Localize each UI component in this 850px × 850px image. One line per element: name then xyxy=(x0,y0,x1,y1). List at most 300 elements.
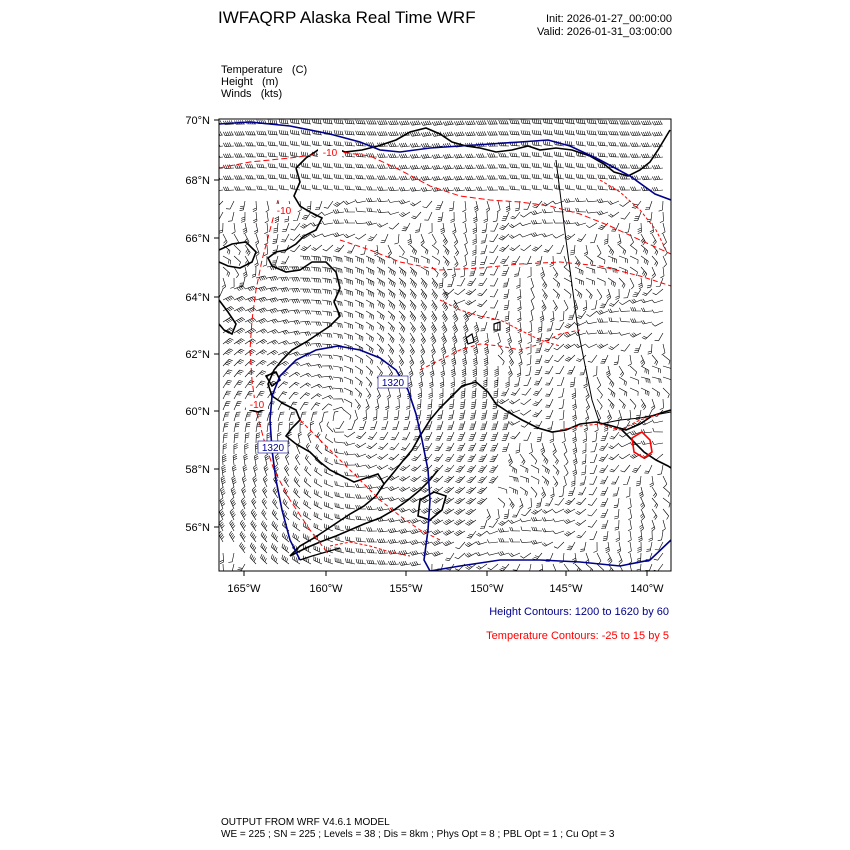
wind-barb xyxy=(524,377,531,385)
wind-barb xyxy=(359,421,366,430)
wind-barb xyxy=(490,454,498,462)
lat-label: 58°N xyxy=(185,464,210,476)
wind-barb xyxy=(608,377,614,387)
field-temperature: Temperature (C) xyxy=(221,64,308,76)
wind-barb xyxy=(367,443,377,449)
wind-barb xyxy=(377,289,385,298)
wind-barb xyxy=(278,412,285,421)
wind-barb xyxy=(553,234,564,238)
wind-barb xyxy=(253,201,257,212)
wind-barb xyxy=(559,487,564,497)
wind-barb xyxy=(366,322,374,331)
wind-barb xyxy=(531,300,534,311)
wind-barb xyxy=(586,320,597,323)
wind-barb xyxy=(233,454,237,465)
height-label-2: 1320 xyxy=(261,443,285,454)
wind-barb xyxy=(531,517,542,521)
wind-barb xyxy=(334,174,344,179)
wind-barb xyxy=(652,420,663,423)
wind-barb xyxy=(366,399,370,410)
wind-barb xyxy=(388,539,399,543)
wind-barb xyxy=(601,520,608,529)
wind-barb xyxy=(484,366,488,377)
wind-barb xyxy=(542,542,553,546)
wind-barb xyxy=(275,454,279,465)
wind-barb xyxy=(366,366,373,376)
wind-barb xyxy=(410,201,421,206)
wind-barb xyxy=(630,399,636,409)
wind-barb xyxy=(250,532,256,543)
wind-barb xyxy=(597,564,604,574)
wind-barb xyxy=(597,330,608,334)
wind-barb xyxy=(652,487,657,498)
wind-barb xyxy=(334,429,345,433)
wind-barb xyxy=(443,121,454,126)
wind-barb xyxy=(251,520,257,531)
wind-barb xyxy=(245,286,256,291)
wind-barb xyxy=(304,489,311,498)
wind-barb xyxy=(423,454,432,461)
wind-barb xyxy=(641,388,649,396)
wind-barb xyxy=(243,223,247,234)
wind-barb xyxy=(432,300,438,311)
wind-barb xyxy=(639,520,643,531)
wind-barb xyxy=(543,119,553,124)
wind-barb xyxy=(472,388,476,398)
wind-barb xyxy=(432,245,439,255)
wind-barb xyxy=(311,364,322,368)
wind-barb xyxy=(520,223,531,226)
wind-barb xyxy=(410,165,421,169)
wind-barb xyxy=(399,245,405,256)
wind-barb xyxy=(220,553,224,564)
wind-barb xyxy=(441,366,445,377)
wind-barb xyxy=(491,432,498,440)
wind-barb xyxy=(488,164,499,168)
wind-barb xyxy=(498,528,509,532)
wind-barb xyxy=(542,233,553,237)
wind-barb xyxy=(553,465,559,475)
wind-barb xyxy=(510,527,520,531)
wind-barb xyxy=(565,322,575,328)
wind-barb xyxy=(559,410,564,420)
wind-barb xyxy=(598,142,608,147)
wind-barb xyxy=(439,388,443,398)
wind-barb xyxy=(452,223,456,234)
wind-barb xyxy=(301,185,311,190)
wind-barb xyxy=(411,465,421,471)
wind-barb xyxy=(377,550,388,554)
wind-barb xyxy=(499,120,509,124)
wind-barb xyxy=(388,333,394,343)
wind-barb xyxy=(638,278,642,289)
wind-barb xyxy=(295,454,300,465)
lon-label: 140°W xyxy=(630,583,664,595)
wind-barb xyxy=(432,165,443,169)
wind-barb xyxy=(454,187,465,191)
wind-barb xyxy=(454,245,459,256)
wind-barb xyxy=(381,421,388,430)
wind-barb xyxy=(575,332,586,336)
wind-barb xyxy=(432,234,436,245)
wind-barb xyxy=(405,410,410,420)
wind-barb xyxy=(399,300,406,310)
wind-barb xyxy=(463,212,467,223)
wind-barb xyxy=(366,198,377,202)
wind-barb xyxy=(588,355,597,362)
wind-barb xyxy=(497,201,500,212)
wind-barb xyxy=(641,121,652,125)
wind-barb xyxy=(565,498,575,505)
wind-barb xyxy=(456,465,465,472)
wind-barb xyxy=(533,410,543,417)
wind-barb xyxy=(300,278,310,282)
wind-barb xyxy=(300,223,311,228)
wind-barb xyxy=(278,309,289,314)
wind-barb xyxy=(230,520,236,531)
wind-barb xyxy=(601,432,608,440)
wind-barb xyxy=(246,131,256,135)
wind-barb xyxy=(333,399,344,403)
wind-barb xyxy=(641,143,652,147)
wind-barb xyxy=(355,267,363,275)
wind-barb xyxy=(630,131,641,135)
wind-barb xyxy=(520,410,531,415)
wind-barb xyxy=(619,553,623,564)
wind-barb xyxy=(609,300,619,306)
wind-barb xyxy=(461,388,465,398)
wind-barb xyxy=(473,223,477,234)
wind-barb xyxy=(606,366,610,377)
wind-barb xyxy=(652,377,661,383)
wind-barb xyxy=(657,465,663,475)
wind-barb xyxy=(344,289,353,296)
wind-barb xyxy=(325,513,333,520)
wind-barb xyxy=(377,322,384,331)
wind-barb xyxy=(586,278,595,285)
wind-barb xyxy=(326,434,334,443)
wind-barb xyxy=(554,163,564,168)
wind-barb xyxy=(447,421,454,430)
wind-barb xyxy=(472,245,476,255)
wind-barb xyxy=(289,392,299,399)
wind-barb xyxy=(600,355,608,363)
wind-barb xyxy=(573,443,577,454)
wind-barb xyxy=(451,212,455,223)
wind-barb xyxy=(568,311,575,320)
wind-barb xyxy=(494,366,498,377)
lat-label: 64°N xyxy=(185,292,210,304)
wind-barb xyxy=(486,201,490,212)
wind-barb xyxy=(212,132,223,136)
wind-barb xyxy=(543,174,553,179)
wind-barb xyxy=(532,119,542,124)
wind-barb xyxy=(490,278,498,286)
wind-barb xyxy=(421,551,432,556)
wind-barb xyxy=(473,355,477,366)
wind-barb xyxy=(399,267,406,276)
wind-barb xyxy=(493,388,498,398)
wind-barb xyxy=(510,175,520,179)
wind-barb xyxy=(589,476,597,484)
wind-barb xyxy=(489,234,498,242)
wind-barb xyxy=(383,410,388,420)
wind-barb xyxy=(597,344,608,349)
wind-barb xyxy=(586,223,597,228)
wind-barb xyxy=(221,476,226,487)
wind-barb xyxy=(531,211,542,215)
wind-barb xyxy=(499,234,509,240)
wind-barb xyxy=(400,465,410,471)
wind-barb xyxy=(543,185,553,190)
wind-barb xyxy=(388,245,392,256)
wind-barb xyxy=(641,320,652,324)
wind-barb xyxy=(322,267,332,273)
wind-barb xyxy=(610,432,619,439)
wind-barb xyxy=(334,163,344,168)
wind-barb xyxy=(355,256,363,263)
wind-barb xyxy=(388,267,395,276)
wind-barb xyxy=(465,187,476,191)
wind-barb xyxy=(517,300,521,311)
wind-barb xyxy=(333,366,343,372)
wind-barb xyxy=(323,119,333,124)
wind-barb xyxy=(421,154,432,158)
wind-barb xyxy=(442,311,448,322)
wind-barb xyxy=(663,377,672,384)
wind-barb xyxy=(511,256,520,264)
wind-barb xyxy=(454,530,465,536)
wind-barb xyxy=(652,509,657,520)
wind-barb xyxy=(265,212,269,223)
wind-barb xyxy=(399,154,410,158)
wind-barb xyxy=(345,504,355,509)
wind-barb xyxy=(457,278,465,286)
wind-barb xyxy=(590,234,597,243)
wind-barb xyxy=(377,209,388,213)
wind-barb xyxy=(421,187,432,191)
wind-barb xyxy=(388,344,394,354)
wind-barb xyxy=(399,487,410,492)
wind-barb xyxy=(285,454,289,465)
wind-barb xyxy=(531,487,537,497)
wind-barb xyxy=(253,212,257,223)
wind-barb xyxy=(649,531,653,542)
wind-barb xyxy=(334,119,344,124)
wind-barb xyxy=(576,119,586,124)
wind-barb xyxy=(257,142,267,146)
wind-barb xyxy=(499,564,509,571)
wind-barb xyxy=(245,391,253,399)
wind-barb xyxy=(575,289,582,299)
wind-barb xyxy=(550,311,554,322)
wind-barb xyxy=(304,477,311,487)
wind-barb xyxy=(584,245,588,256)
wind-barb xyxy=(608,212,619,217)
wind-barb xyxy=(462,355,467,366)
wind-barb xyxy=(219,520,224,531)
wind-barb xyxy=(527,344,531,354)
wind-barb xyxy=(480,421,487,430)
wind-barb xyxy=(374,245,378,256)
wind-barb xyxy=(245,412,252,421)
wind-barb xyxy=(608,399,614,409)
wind-barb xyxy=(580,542,586,551)
wind-barb xyxy=(505,311,509,321)
wind-barb xyxy=(377,131,388,135)
wind-barb xyxy=(545,388,553,396)
wind-barb xyxy=(588,520,597,527)
wind-barb xyxy=(488,175,499,179)
wind-barb xyxy=(510,131,520,135)
wind-barb xyxy=(223,296,234,301)
wind-barb xyxy=(234,360,244,367)
wind-barb xyxy=(366,311,374,320)
wind-barb xyxy=(565,152,575,157)
wind-barb xyxy=(587,119,597,124)
wind-barb xyxy=(588,498,597,505)
wind-barb xyxy=(503,278,509,287)
wind-barb xyxy=(489,520,498,527)
wind-barb xyxy=(515,201,520,211)
wind-barb xyxy=(609,120,619,124)
wind-barb xyxy=(377,528,388,532)
wind-barb xyxy=(235,142,246,146)
wind-barb xyxy=(531,540,542,544)
wind-barb xyxy=(410,300,416,310)
wind-barb xyxy=(257,175,267,179)
plot-title: IWFAQRP Alaska Real Time WRF xyxy=(218,8,476,27)
wind-barb xyxy=(509,421,520,425)
wind-barb xyxy=(323,174,333,179)
wind-barb xyxy=(619,300,630,305)
wind-barb xyxy=(423,201,433,208)
wind-barb xyxy=(235,186,246,190)
wind-barb xyxy=(312,119,322,124)
wind-barb xyxy=(542,278,547,289)
wind-barb xyxy=(389,454,399,460)
lon-ticks xyxy=(244,571,647,576)
wind-barb xyxy=(545,377,553,385)
wind-barb xyxy=(557,377,564,386)
wind-barb xyxy=(399,529,410,534)
wind-barb xyxy=(246,186,256,190)
wind-barb xyxy=(265,454,269,465)
wind-barb xyxy=(257,186,267,190)
wind-barb xyxy=(575,564,581,574)
wind-barb xyxy=(377,175,388,179)
wind-barb xyxy=(273,223,278,233)
wind-barb xyxy=(546,410,553,418)
wind-barb xyxy=(641,377,650,383)
wind-barb xyxy=(421,176,432,180)
wind-barb xyxy=(355,234,366,239)
wind-barb xyxy=(525,564,531,574)
wind-barb xyxy=(246,164,256,168)
wind-barb xyxy=(256,287,267,292)
wind-barb xyxy=(481,322,488,331)
wind-barb xyxy=(230,509,235,520)
wind-barb xyxy=(411,476,422,482)
wind-barb xyxy=(620,201,631,207)
wind-barb xyxy=(584,377,588,388)
wind-barb xyxy=(223,402,230,410)
wind-barb xyxy=(300,422,304,432)
wind-barb xyxy=(553,267,558,278)
lat-label: 56°N xyxy=(185,522,210,534)
wind-barb xyxy=(490,443,498,451)
wind-barb xyxy=(223,131,234,135)
wind-barb xyxy=(394,234,399,244)
wind-barb xyxy=(532,527,542,531)
wind-barb xyxy=(381,234,388,242)
wind-barb xyxy=(312,141,322,146)
wind-barb xyxy=(586,344,597,348)
wind-barb xyxy=(228,553,234,563)
wind-barb xyxy=(634,212,641,220)
wind-barb xyxy=(621,212,630,219)
wind-barb xyxy=(482,399,487,409)
wind-barb xyxy=(305,466,311,476)
wind-barb xyxy=(518,333,522,344)
wind-barb xyxy=(558,388,564,398)
wind-barb xyxy=(630,187,641,191)
wind-barb xyxy=(366,289,374,297)
wind-barb xyxy=(590,531,597,539)
wind-barb xyxy=(554,333,564,339)
wind-barb xyxy=(576,141,586,146)
wind-barb xyxy=(388,289,395,298)
wind-barb xyxy=(409,355,414,366)
wind-barb xyxy=(593,366,597,376)
wind-barb xyxy=(576,130,586,135)
wind-barb xyxy=(532,130,542,135)
wind-barb xyxy=(597,377,601,388)
wind-barb xyxy=(421,256,429,264)
wind-barb xyxy=(243,267,247,278)
wind-barb xyxy=(367,186,377,190)
wind-barb xyxy=(542,476,549,486)
wind-barb xyxy=(366,465,377,469)
wind-barb xyxy=(302,212,311,219)
wind-barb xyxy=(334,438,344,443)
wind-barb xyxy=(300,256,310,260)
wind-barb xyxy=(476,120,487,124)
wind-barb xyxy=(311,403,320,410)
wind-barb xyxy=(333,209,344,213)
wind-barb xyxy=(222,465,226,476)
wind-barb xyxy=(223,176,234,180)
wind-barb xyxy=(368,432,377,439)
wind-barb xyxy=(463,223,466,234)
wind-barb xyxy=(443,165,454,169)
wind-barb xyxy=(641,299,652,303)
wind-barb xyxy=(430,355,434,366)
wind-barb xyxy=(390,443,399,450)
wind-barb xyxy=(663,388,669,398)
wind-barb xyxy=(608,256,616,263)
wind-barb xyxy=(366,256,374,264)
wind-barb xyxy=(428,223,432,234)
wind-barb xyxy=(509,355,514,366)
wind-barb xyxy=(554,542,564,548)
wind-barb xyxy=(377,333,384,343)
wind-barb xyxy=(432,187,443,191)
wind-barb xyxy=(465,176,476,180)
wind-barb xyxy=(300,289,310,293)
wind-barb xyxy=(366,377,372,387)
wind-barb xyxy=(473,212,477,223)
